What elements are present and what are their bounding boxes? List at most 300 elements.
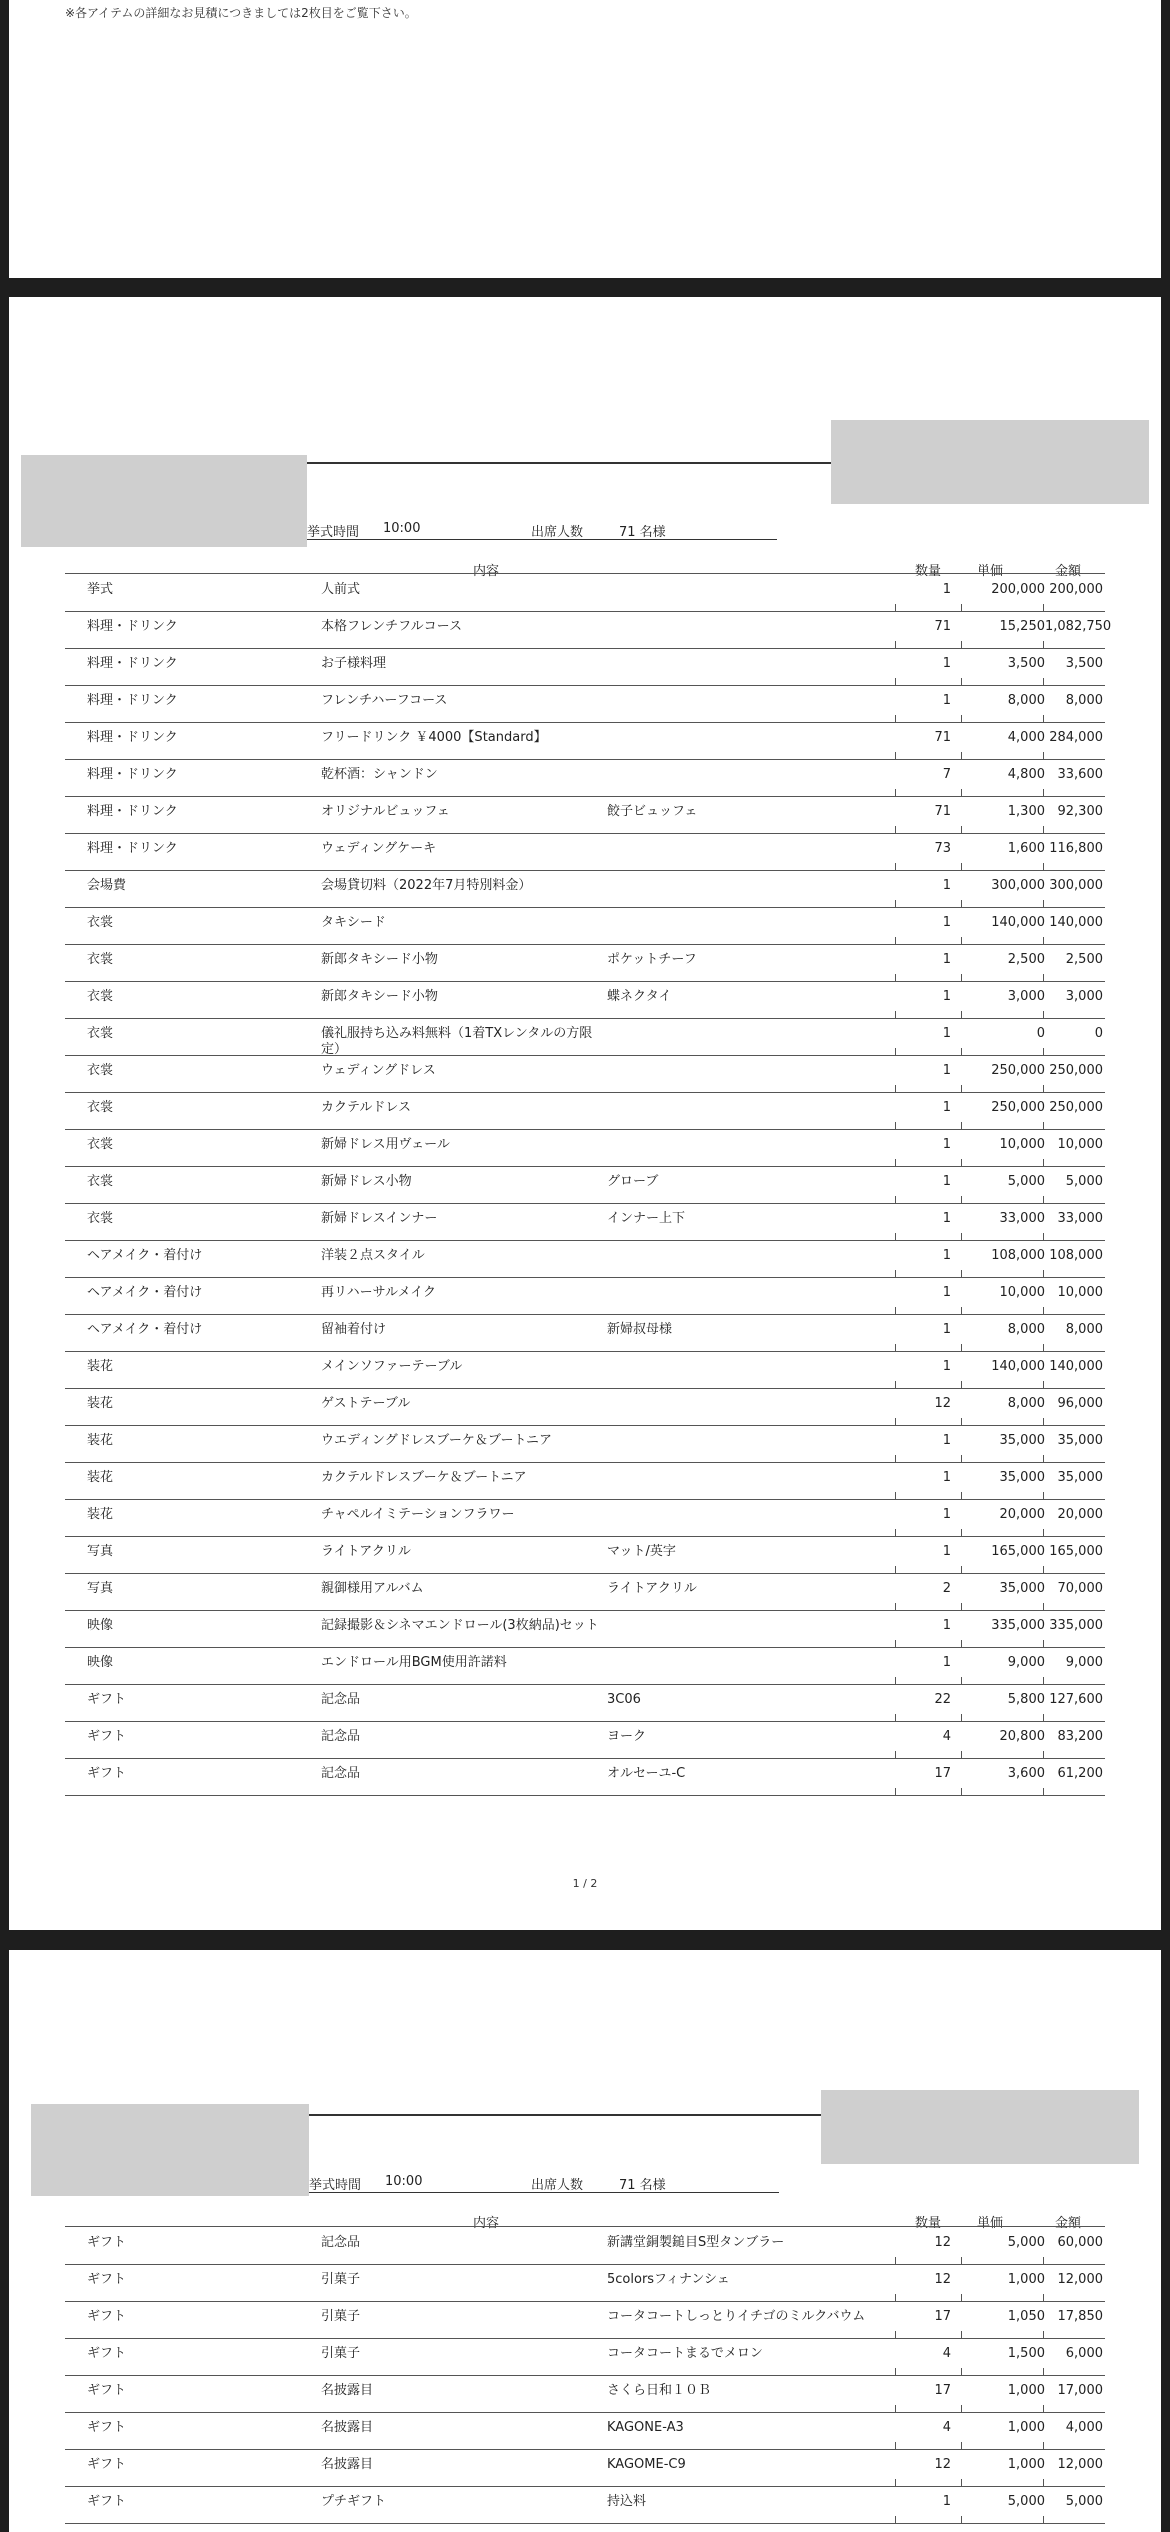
redacted-block (21, 455, 307, 547)
col-content: 内容 (473, 2216, 500, 2231)
amount-cell: 9,000 (1065, 1655, 1103, 1670)
table-row (65, 1462, 1105, 1500)
item-cell: カクテルドレス (321, 1100, 411, 1115)
qty-cell: 1 (942, 952, 951, 967)
amount-cell: 2,500 (1065, 952, 1103, 967)
column-tick (895, 1455, 896, 1462)
ceremony-time: 10:00 (383, 521, 421, 536)
table-row (65, 1277, 1105, 1315)
column-tick (1043, 1011, 1044, 1018)
table-row (65, 1314, 1105, 1352)
qty-cell: 1 (942, 1285, 951, 1300)
column-tick (1043, 2368, 1044, 2375)
column-tick (961, 2331, 962, 2338)
qty-cell: 17 (934, 2309, 951, 2324)
amount-cell: 284,000 (1049, 730, 1103, 745)
category-cell: ギフト (87, 1729, 127, 1744)
amount-cell: 5,000 (1065, 2494, 1103, 2509)
table-row (65, 1536, 1105, 1574)
detail-cell: ヨーク (607, 1729, 647, 1744)
column-tick (961, 1233, 962, 1240)
guests-value: 71 名様 (619, 2178, 666, 2193)
qty-cell: 1 (942, 1026, 951, 1041)
table-row (65, 1240, 1105, 1278)
item-cell: 新婦ドレスインナー (321, 1211, 438, 1226)
column-tick (961, 2442, 962, 2449)
column-tick (1043, 826, 1044, 833)
item-cell: 洋装２点スタイル (321, 1248, 425, 1263)
table-row (65, 2264, 1105, 2302)
column-tick (961, 2257, 962, 2264)
item-cell: ゲストテーブル (321, 1396, 411, 1411)
category-cell: ギフト (87, 1692, 127, 1707)
table-row (65, 685, 1105, 723)
column-tick (895, 974, 896, 981)
detail-cell: KAGONE-A3 (607, 2420, 684, 2435)
page-1 (9, 0, 1161, 278)
unit-price-cell: 33,000 (999, 1211, 1045, 1226)
category-cell: 衣裳 (87, 1063, 114, 1078)
column-tick (1043, 1455, 1044, 1462)
category-cell: 衣裳 (87, 1137, 114, 1152)
column-tick (895, 1788, 896, 1795)
category-cell: 会場費 (87, 878, 127, 893)
table-row (65, 981, 1105, 1019)
column-tick (961, 1418, 962, 1425)
category-cell: 装花 (87, 1396, 114, 1411)
qty-cell: 17 (934, 2383, 951, 2398)
ceremony-time: 10:00 (385, 2174, 423, 2189)
category-cell: ギフト (87, 2309, 127, 2324)
unit-price-cell: 335,000 (991, 1618, 1045, 1633)
amount-cell: 140,000 (1049, 1359, 1103, 1374)
page-3 (9, 1950, 1161, 2532)
category-cell: 映像 (87, 1655, 114, 1670)
item-cell: ウェディングドレス (321, 1063, 436, 1078)
item-cell: 儀礼服持ち込み料無料（1着TXレンタルの方限定） (321, 1026, 593, 1057)
amount-cell: 3,500 (1065, 656, 1103, 671)
unit-price-cell: 1,000 (1007, 2272, 1045, 2287)
column-tick (1043, 1677, 1044, 1684)
table-row (65, 1499, 1105, 1537)
unit-price-cell: 5,800 (1007, 1692, 1045, 1707)
item-cell: 名披露目 (321, 2383, 374, 2398)
amount-cell: 4,000 (1065, 2420, 1103, 2435)
item-cell: 記念品 (321, 2235, 361, 2250)
column-tick (961, 1788, 962, 1795)
column-tick (961, 1159, 962, 1166)
column-tick (961, 1307, 962, 1314)
column-tick (961, 1048, 962, 1055)
column-tick (1043, 1159, 1044, 1166)
amount-cell: 60,000 (1057, 2235, 1103, 2250)
item-cell: 引菓子 (321, 2272, 361, 2287)
category-cell: 料理・ドリンク (87, 656, 178, 671)
category-cell: 写真 (87, 1581, 114, 1596)
table-row (65, 722, 1105, 760)
column-tick (895, 1159, 896, 1166)
detail-cell: オルセーユ-C (607, 1766, 686, 1781)
unit-price-cell: 108,000 (991, 1248, 1045, 1263)
category-cell: ギフト (87, 2494, 127, 2509)
category-cell: 装花 (87, 1433, 114, 1448)
column-tick (961, 1455, 962, 1462)
col-content: 内容 (473, 564, 500, 579)
unit-price-cell: 3,600 (1007, 1766, 1045, 1781)
column-tick (961, 715, 962, 722)
qty-cell: 12 (934, 2457, 951, 2472)
amount-cell: 300,000 (1049, 878, 1103, 893)
qty-cell: 1 (942, 1507, 951, 1522)
amount-cell: 1,082,750 (1045, 619, 1112, 634)
unit-price-cell: 1,000 (1007, 2420, 1045, 2435)
table-row (65, 2227, 1105, 2265)
unit-price-cell: 35,000 (999, 1581, 1045, 1596)
qty-cell: 4 (942, 2420, 951, 2435)
category-cell: ギフト (87, 1766, 127, 1781)
detail-cell: コータコートまるでメロン (607, 2346, 763, 2361)
table-row (65, 1684, 1105, 1722)
item-cell: 引菓子 (321, 2309, 361, 2324)
detail-cell: 新講堂銅製鎚目S型タンブラー (607, 2235, 785, 2250)
amount-cell: 35,000 (1057, 1470, 1103, 1485)
detail-cell: 3C06 (607, 1692, 641, 1707)
item-cell: 名披露目 (321, 2457, 374, 2472)
table-row (65, 2301, 1105, 2339)
column-tick (961, 789, 962, 796)
unit-price-cell: 9,000 (1007, 1655, 1045, 1670)
item-cell: ウエディングドレスブーケ＆ブートニア (321, 1433, 553, 1448)
column-tick (895, 752, 896, 759)
col-unit: 単価 (977, 2216, 1004, 2231)
column-tick (961, 678, 962, 685)
amount-cell: 83,200 (1057, 1729, 1103, 1744)
unit-price-cell: 20,000 (999, 1507, 1045, 1522)
column-tick (895, 1418, 896, 1425)
unit-price-cell: 200,000 (991, 582, 1045, 597)
qty-cell: 1 (942, 1174, 951, 1189)
qty-cell: 1 (942, 1655, 951, 1670)
column-tick (895, 1603, 896, 1610)
amount-cell: 165,000 (1049, 1544, 1103, 1559)
col-unit: 単価 (977, 564, 1004, 579)
column-tick (961, 2405, 962, 2412)
column-tick (1043, 2294, 1044, 2301)
column-tick (961, 1492, 962, 1499)
table-row (65, 833, 1105, 871)
qty-cell: 17 (934, 1766, 951, 1781)
column-tick (961, 1344, 962, 1351)
amount-cell: 8,000 (1065, 1322, 1103, 1337)
qty-cell: 1 (942, 1100, 951, 1115)
col-amount: 金額 (1055, 2216, 1082, 2231)
category-cell: ギフト (87, 2420, 127, 2435)
item-cell: 会場貸切料（2022年7月特別料金） (321, 878, 532, 893)
detail-cell: 蝶ネクタイ (607, 989, 672, 1004)
column-tick (895, 1011, 896, 1018)
column-tick (961, 826, 962, 833)
column-tick (895, 715, 896, 722)
column-tick (1043, 863, 1044, 870)
qty-cell: 71 (934, 619, 951, 634)
category-cell: ヘアメイク・着付け (87, 1322, 203, 1337)
unit-price-cell: 35,000 (999, 1433, 1045, 1448)
column-tick (961, 1603, 962, 1610)
detail-cell: マット/英字 (607, 1544, 676, 1559)
category-cell: 装花 (87, 1507, 114, 1522)
column-tick (895, 1492, 896, 1499)
column-tick (895, 1751, 896, 1758)
table-row (65, 796, 1105, 834)
column-tick (961, 2479, 962, 2486)
table-row (65, 1166, 1105, 1204)
category-cell: 衣裳 (87, 1026, 114, 1041)
title-rule (309, 2114, 821, 2116)
column-tick (895, 1677, 896, 1684)
detail-cell: 新婦叔母様 (607, 1322, 673, 1337)
amount-cell: 33,000 (1057, 1211, 1103, 1226)
column-tick (1043, 1381, 1044, 1388)
qty-cell: 1 (942, 1433, 951, 1448)
table-row (65, 1203, 1105, 1241)
detail-cell: インナー上下 (607, 1211, 686, 1226)
ceremony-info (307, 521, 777, 541)
table-row (65, 1573, 1105, 1611)
category-cell: 料理・ドリンク (87, 619, 178, 634)
info-underline (309, 2192, 779, 2193)
amount-cell: 10,000 (1057, 1285, 1103, 1300)
unit-price-cell: 10,000 (999, 1285, 1045, 1300)
column-tick (961, 937, 962, 944)
column-tick (961, 1677, 962, 1684)
unit-price-cell: 35,000 (999, 1470, 1045, 1485)
category-cell: 衣裳 (87, 915, 114, 930)
column-tick (895, 641, 896, 648)
column-tick (895, 826, 896, 833)
item-cell: 記念品 (321, 1692, 361, 1707)
redacted-block (821, 2090, 1139, 2164)
amount-cell: 96,000 (1057, 1396, 1103, 1411)
unit-price-cell: 1,600 (1007, 841, 1045, 856)
qty-cell: 1 (942, 582, 951, 597)
unit-price-cell: 300,000 (991, 878, 1045, 893)
table-row (65, 1388, 1105, 1426)
category-cell: 料理・ドリンク (87, 804, 178, 819)
column-tick (961, 1381, 962, 1388)
column-tick (895, 2294, 896, 2301)
item-cell: 新婦ドレス小物 (321, 1174, 412, 1189)
item-cell: ウェディングケーキ (321, 841, 437, 856)
column-tick (1043, 937, 1044, 944)
item-cell: エンドロール用BGM使用許諾料 (321, 1655, 507, 1670)
column-tick (961, 1714, 962, 1721)
qty-cell: 7 (942, 767, 951, 782)
unit-price-cell: 140,000 (991, 915, 1045, 930)
column-tick (895, 604, 896, 611)
item-cell: 新郎タキシード小物 (321, 989, 438, 1004)
unit-price-cell: 140,000 (991, 1359, 1045, 1374)
unit-price-cell: 3,500 (1007, 656, 1045, 671)
category-cell: ギフト (87, 2235, 127, 2250)
column-tick (1043, 1344, 1044, 1351)
amount-cell: 250,000 (1049, 1063, 1103, 1078)
column-tick (895, 1270, 896, 1277)
table-row (65, 1351, 1105, 1389)
column-tick (895, 1566, 896, 1573)
item-cell: 引菓子 (321, 2346, 361, 2361)
column-tick (895, 1048, 896, 1055)
category-cell: 衣裳 (87, 1211, 114, 1226)
col-qty: 数量 (915, 2216, 942, 2231)
amount-cell: 17,850 (1057, 2309, 1103, 2324)
column-tick (895, 2257, 896, 2264)
column-tick (1043, 715, 1044, 722)
column-tick (1043, 2442, 1044, 2449)
item-cell: プチギフト (321, 2494, 387, 2509)
amount-cell: 127,600 (1049, 1692, 1103, 1707)
unit-price-cell: 1,300 (1007, 804, 1045, 819)
qty-cell: 1 (942, 1618, 951, 1633)
info-underline (307, 539, 777, 540)
qty-cell: 4 (942, 1729, 951, 1744)
column-tick (1043, 1048, 1044, 1055)
item-cell: 記録撮影＆シネマエンドロール(3枚納品)セット (321, 1618, 599, 1633)
item-cell: 乾杯酒：シャンドン (321, 767, 438, 782)
detail-cell: さくら日和１０Ｂ (607, 2383, 712, 2398)
item-cell: メインソファーテーブル (321, 1359, 463, 1374)
column-tick (895, 1196, 896, 1203)
qty-cell: 1 (942, 1248, 951, 1263)
qty-cell: 71 (934, 804, 951, 819)
item-cell: 記念品 (321, 1729, 361, 1744)
category-cell: 衣裳 (87, 1174, 114, 1189)
category-cell: 料理・ドリンク (87, 730, 178, 745)
unit-price-cell: 1,000 (1007, 2457, 1045, 2472)
column-tick (961, 604, 962, 611)
column-tick (961, 1751, 962, 1758)
qty-cell: 1 (942, 2494, 951, 2509)
column-tick (1043, 1233, 1044, 1240)
amount-cell: 116,800 (1049, 841, 1103, 856)
qty-cell: 2 (942, 1581, 951, 1596)
category-cell: ギフト (87, 2346, 127, 2361)
qty-cell: 1 (942, 1544, 951, 1559)
column-tick (961, 2368, 962, 2375)
qty-cell: 1 (942, 656, 951, 671)
unit-price-cell: 8,000 (1007, 693, 1045, 708)
page-number: 1 / 2 (572, 1877, 598, 1890)
qty-cell: 1 (942, 1211, 951, 1226)
guests-value: 71 名様 (619, 525, 666, 540)
column-tick (895, 2516, 896, 2523)
qty-cell: 73 (934, 841, 951, 856)
qty-cell: 12 (934, 2235, 951, 2250)
column-tick (895, 1381, 896, 1388)
item-cell: カクテルドレスブーケ＆ブートニア (321, 1470, 527, 1485)
column-tick (895, 2479, 896, 2486)
column-tick (1043, 1418, 1044, 1425)
category-cell: 料理・ドリンク (87, 767, 178, 782)
item-cell: 再リハーサルメイク (321, 1285, 437, 1300)
detail-cell: コータコートしっとりイチゴのミルクバウム (607, 2309, 866, 2324)
column-tick (961, 863, 962, 870)
unit-price-cell: 8,000 (1007, 1322, 1045, 1337)
amount-cell: 17,000 (1057, 2383, 1103, 2398)
column-tick (961, 1011, 962, 1018)
detail-cell: KAGOME-C9 (607, 2457, 686, 2472)
table-row (65, 2449, 1105, 2487)
qty-cell: 12 (934, 1396, 951, 1411)
unit-price-cell: 250,000 (991, 1063, 1045, 1078)
column-tick (895, 2368, 896, 2375)
item-cell: オリジナルビュッフェ (321, 804, 450, 819)
amount-cell: 33,600 (1057, 767, 1103, 782)
table-row (65, 907, 1105, 945)
redacted-block (31, 2104, 309, 2196)
column-tick (1043, 900, 1044, 907)
amount-cell: 140,000 (1049, 915, 1103, 930)
category-cell: ギフト (87, 2272, 127, 2287)
category-cell: 料理・ドリンク (87, 841, 178, 856)
ceremony-info (309, 2174, 779, 2194)
item-cell: フリードリンク ￥4000【Standard】 (321, 730, 547, 745)
column-tick (1043, 2257, 1044, 2264)
ceremony-label: 挙式時間 (309, 2178, 362, 2193)
column-tick (895, 1307, 896, 1314)
qty-cell: 22 (934, 1692, 951, 1707)
column-tick (1043, 1122, 1044, 1129)
category-cell: ギフト (87, 2457, 127, 2472)
amount-cell: 61,200 (1057, 1766, 1103, 1781)
unit-price-cell: 5,000 (1007, 2494, 1045, 2509)
column-tick (1043, 641, 1044, 648)
unit-price-cell: 1,000 (1007, 2383, 1045, 2398)
column-tick (895, 1640, 896, 1647)
column-tick (1043, 1788, 1044, 1795)
unit-price-cell: 5,000 (1007, 1174, 1045, 1189)
column-tick (895, 1344, 896, 1351)
unit-price-cell: 10,000 (999, 1137, 1045, 1152)
category-cell: ヘアメイク・着付け (87, 1248, 203, 1263)
qty-cell: 1 (942, 1322, 951, 1337)
category-cell: 衣裳 (87, 952, 114, 967)
category-cell: ヘアメイク・着付け (87, 1285, 203, 1300)
qty-cell: 1 (942, 693, 951, 708)
amount-cell: 35,000 (1057, 1433, 1103, 1448)
unit-price-cell: 1,050 (1007, 2309, 1045, 2324)
table-row (65, 2412, 1105, 2450)
column-tick (961, 974, 962, 981)
category-cell: 衣裳 (87, 1100, 114, 1115)
qty-cell: 1 (942, 1063, 951, 1078)
item-cell: 留袖着付け (321, 1322, 387, 1337)
detail-note: ※各アイテムの詳細なお見積につきましては2枚目をご覧下さい。 (65, 6, 417, 20)
column-tick (961, 1270, 962, 1277)
amount-cell: 200,000 (1049, 582, 1103, 597)
column-tick (1043, 678, 1044, 685)
column-tick (1043, 2405, 1044, 2412)
table-row (65, 2338, 1105, 2376)
guests-label: 出席人数 (531, 2178, 584, 2193)
column-tick (961, 900, 962, 907)
table-row (65, 611, 1112, 649)
table-row (65, 759, 1105, 797)
page-2 (9, 297, 1161, 1930)
column-tick (1043, 1196, 1044, 1203)
column-tick (1043, 1270, 1044, 1277)
table-row (65, 1758, 1105, 1796)
table-row (65, 870, 1105, 908)
